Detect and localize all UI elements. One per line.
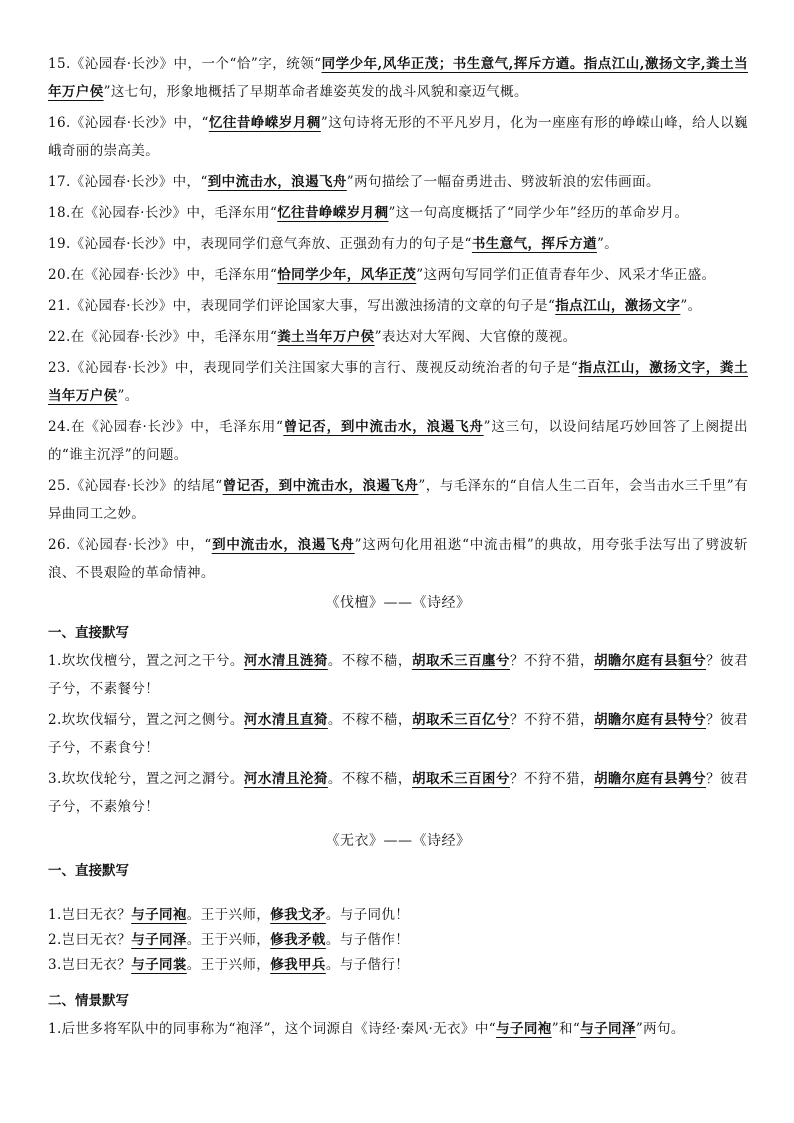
wuyi-section-heading-scene: 二、情景默写 xyxy=(48,993,129,1009)
fatan-items xyxy=(48,647,748,821)
question-text: 1.后世多将军队中的同事称为“袍泽”，这个词源自《诗经·秦风·无衣》中“ xyxy=(48,1021,497,1037)
question-text: 25.《沁园春·长沙》的结尾“ xyxy=(48,478,223,494)
question-text: ”表达对大军阀、大官僚的蔑视。 xyxy=(374,329,577,345)
fatan-section-heading: 一、直接默写 xyxy=(48,625,129,641)
answer-text: 指点江山，激扬文字，粪土当年万户侯 xyxy=(48,360,748,404)
question-w3 xyxy=(48,953,748,977)
answer-text: 河水清且沦猗 xyxy=(243,771,328,787)
answer-text: 书生意气，挥斥方遒 xyxy=(471,236,597,252)
answer-text: 到中流击水，浪遏飞舟 xyxy=(211,537,355,553)
question-f1 xyxy=(48,647,748,703)
answer-text: 胡瞻尔庭有县特兮 xyxy=(594,712,707,728)
question-text: 24.在《沁园春·长沙》中，毛泽东用“ xyxy=(48,419,284,435)
question-text: 16.《沁园春·长沙》中，“ xyxy=(48,115,209,131)
question-q20 xyxy=(48,261,748,289)
wuyi-section-heading-direct: 一、直接默写 xyxy=(48,863,129,879)
answer-text: 与子同袍 xyxy=(131,907,187,923)
question-text: ”。 xyxy=(596,236,619,252)
question-text: ？彼君子兮，不素餐兮！ xyxy=(48,653,749,697)
question-q24 xyxy=(48,413,748,469)
question-w1 xyxy=(48,903,748,927)
question-text: ？不狩不猎， xyxy=(510,712,595,728)
answer-text: 胡取禾三百囷兮 xyxy=(411,771,510,787)
answer-text: 胡取禾三百廛兮 xyxy=(411,653,510,669)
answer-text: 忆往昔峥嵘岁月稠 xyxy=(277,205,389,221)
answer-text: 修我戈矛 xyxy=(270,907,326,923)
question-text: ？彼君子兮，不素飧兮！ xyxy=(48,771,749,815)
wuyi-title: 《无衣》——《诗经》 xyxy=(325,833,471,849)
question-text: ”和“ xyxy=(551,1021,581,1037)
question-q16 xyxy=(48,109,748,165)
question-text: 。与子偕行！ xyxy=(325,957,410,973)
wuyi-scene-items xyxy=(48,1015,748,1043)
question-text: ”两句描绘了一幅奋勇进击、劈波斩浪的宏伟画面。 xyxy=(346,174,660,190)
question-text: 。不稼不穑， xyxy=(327,653,412,669)
question-text: 。不稼不穑， xyxy=(327,771,412,787)
question-text: 1.坎坎伐檀兮，置之河之干兮。 xyxy=(48,653,244,669)
question-text: ”两句。 xyxy=(635,1021,685,1037)
answer-text: 胡取禾三百亿兮 xyxy=(411,712,510,728)
question-text: ”这三句，以设问结尾巧妙回答了上阕提出的“谁主沉浮”的问题。 xyxy=(48,419,748,463)
question-text: 21.《沁园春·长沙》中，表现同学们评论国家大事，写出激浊扬清的文章的句子是“ xyxy=(48,298,556,314)
question-text: 1.岂曰无衣？ xyxy=(48,907,132,923)
question-q17 xyxy=(48,168,748,196)
question-text: ”这两句写同学们正值青春年少、风采才华正盛。 xyxy=(416,267,716,283)
question-text: 20.在《沁园春·长沙》中，毛泽东用“ xyxy=(48,267,278,283)
question-text: 3.岂曰无衣？ xyxy=(48,957,132,973)
question-f2 xyxy=(48,706,748,762)
question-q21 xyxy=(48,292,748,320)
question-f3 xyxy=(48,765,748,821)
answer-text: 忆往昔峥嵘岁月稠 xyxy=(208,115,321,131)
question-text: 。与子偕作！ xyxy=(325,932,410,948)
question-text: 。王于兴师， xyxy=(186,932,271,948)
answer-text: 修我矛戟 xyxy=(270,932,326,948)
question-text: ”。 xyxy=(680,298,702,314)
answer-text: 与子同袍 xyxy=(496,1021,552,1037)
answer-text: 恰同学少年，风华正茂 xyxy=(277,267,417,283)
question-text: ？彼君子兮，不素食兮！ xyxy=(48,712,749,756)
question-w2 xyxy=(48,928,748,952)
answer-text: 曾记否，到中流击水，浪遏飞舟 xyxy=(222,478,419,494)
question-q15 xyxy=(48,50,748,106)
answer-text: 粪土当年万户侯 xyxy=(277,329,375,345)
question-text: 17.《沁园春·长沙》中，“ xyxy=(48,174,208,190)
answer-text: 河水清且直猗 xyxy=(243,712,328,728)
answer-text: 曾记否，到中流击水，浪遏飞舟 xyxy=(283,419,484,435)
question-q23 xyxy=(48,354,748,410)
question-text: ”这一句高度概括了“同学少年”经历的革命岁月。 xyxy=(388,205,689,221)
document-content xyxy=(48,50,748,1043)
question-q18 xyxy=(48,199,748,227)
question-text: ？不狩不猎， xyxy=(510,771,595,787)
fatan-title: 《伐檀》——《诗经》 xyxy=(325,595,471,611)
question-text: 23.《沁园春·长沙》中，表现同学们关注国家大事的言行、蔑视反动统治者的句子是“ xyxy=(48,360,579,376)
answer-text: 到中流击水，浪遏飞舟 xyxy=(207,174,347,190)
answer-text: 与子同裳 xyxy=(131,957,187,973)
question-text: 2.坎坎伐辐兮，置之河之侧兮。 xyxy=(48,712,244,728)
answer-text: 同学少年,风华正茂；书生意气,挥斥方遒。指点江山,激扬文字,粪土当年万户侯 xyxy=(48,56,749,100)
question-text: 2.岂曰无衣？ xyxy=(48,932,132,948)
answer-text: 胡瞻尔庭有县鹑兮 xyxy=(594,771,707,787)
question-q25 xyxy=(48,472,748,528)
question-text: ？不狩不猎， xyxy=(510,653,595,669)
answer-text: 与子同泽 xyxy=(580,1021,636,1037)
question-text: 22.在《沁园春·长沙》中，毛泽东用“ xyxy=(48,329,278,345)
question-text: 15.《沁园春·长沙》中，一个“恰”字，统领“ xyxy=(48,56,322,72)
answer-text: 指点江山，激扬文字 xyxy=(555,298,681,314)
qinyuanchun-questions xyxy=(48,50,748,587)
question-text: 。王于兴师， xyxy=(186,957,271,973)
question-text: ”，与毛泽东的“自信人生二百年，会当击水三千里”有异曲同工之妙。 xyxy=(48,478,748,522)
question-text: 。王于兴师， xyxy=(186,907,271,923)
answer-text: 河水清且涟猗 xyxy=(243,653,328,669)
question-text: 3.坎坎伐轮兮，置之河之漘兮。 xyxy=(48,771,244,787)
question-text: 。不稼不穑， xyxy=(327,712,412,728)
question-q19 xyxy=(48,230,748,258)
question-text: ”这句诗将无形的不平凡岁月，化为一座座有形的峥嵘山峰，给人以巍峨奇丽的崇高美。 xyxy=(48,115,749,159)
wuyi-items xyxy=(48,903,748,977)
question-text: 19.《沁园春·长沙》中，表现同学们意气奔放、正强劲有力的句子是“ xyxy=(48,236,472,252)
spacer xyxy=(48,885,748,903)
question-text: ”这七句，形象地概括了早期革命者雄姿英发的战斗风貌和豪迈气概。 xyxy=(103,84,528,100)
question-q22 xyxy=(48,323,748,351)
answer-text: 胡瞻尔庭有县貆兮 xyxy=(594,653,707,669)
question-text: 26.《沁园春·长沙》中，“ xyxy=(48,537,212,553)
question-text: 。与子同仇！ xyxy=(325,907,410,923)
question-text: ”这两句化用祖逖“中流击楫”的典故，用夸张手法写出了劈波斩浪、不畏艰险的革命情神。 xyxy=(48,537,749,581)
answer-text: 修我甲兵 xyxy=(270,957,326,973)
question-q26 xyxy=(48,531,748,587)
question-text: ”。 xyxy=(117,388,139,404)
question-s1 xyxy=(48,1015,748,1043)
answer-text: 与子同泽 xyxy=(131,932,187,948)
question-text: 18.在《沁园春·长沙》中，毛泽东用“ xyxy=(48,205,278,221)
